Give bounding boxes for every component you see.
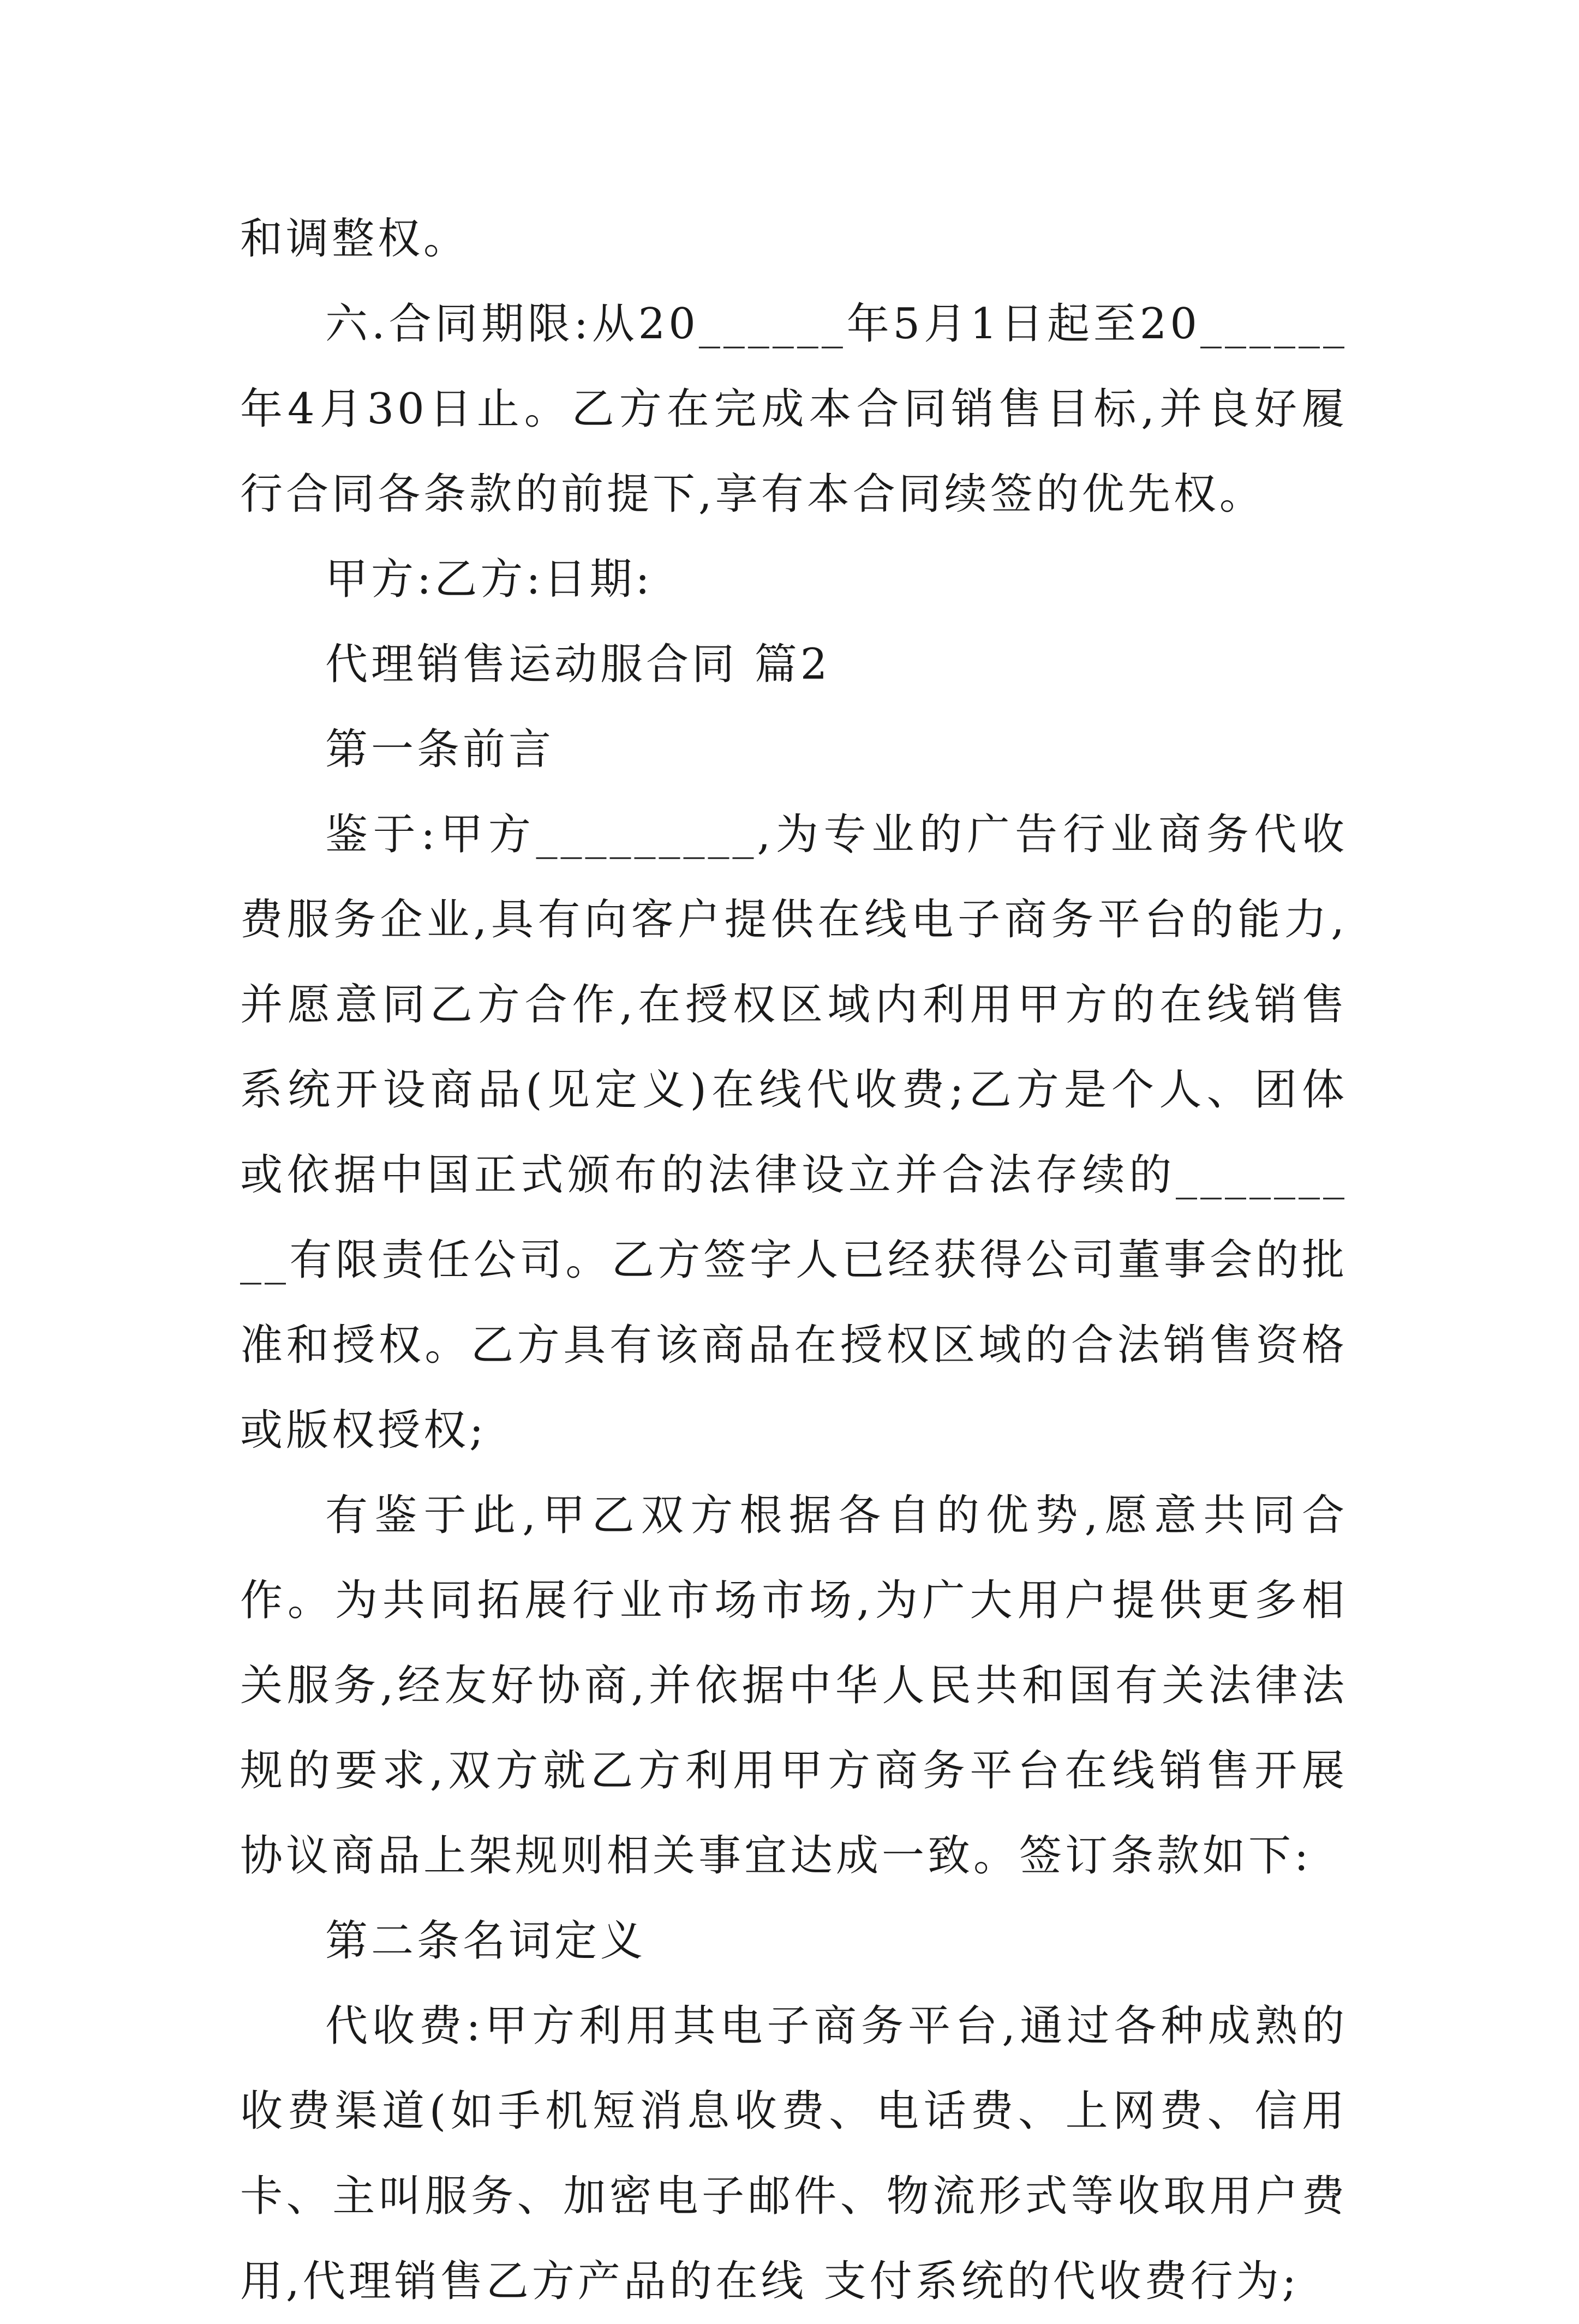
paragraph-whereas: 鉴于:甲方_________,为专业的广告行业商务代收费服务企业,具有向客户提供在线电子商务平台的能力,并愿意同乙方合作,在授权区域内利用甲方的在线销售系统开设商品(见定义)在线代收费;乙方是个人、团体或依据中国正式颁布的法律设立并合法存续的_________有限责任公司。乙方签字人已经获得公司董事会的批准和授权。乙方具有该商品在授权区域的合法销售资格或版权授权;: [240, 810, 1348, 1455]
article-heading-2: 第二条名词定义: [325, 1916, 647, 1966]
paragraph-cooperation: 有鉴于此,甲乙双方根据各自的优势,愿意共同合作。为共同拓展行业市场市场,为广大用户提供更多相关服务,经友好协商,并依据中华人民共和国有关法律法规的要求,双方就乙方利用甲方商务平台在线销售开展协议商品上架规则相关事宜达成一致。签订条款如下:: [240, 1491, 1348, 1880]
article-heading-1: 第一条前言: [325, 725, 555, 774]
paragraph-signatures: 甲方:乙方:日期:: [325, 555, 653, 604]
paragraph-continuation: 和调整权。: [240, 214, 470, 263]
paragraph-contract-term: 六.合同期限:从20______年5月1日起至20______年4月30日止。乙方在完成本合同销售目标,并良好履行合同各条款的前提下,享有本合同续签的优先权。: [240, 300, 1348, 519]
document-body: [240, 196, 1348, 2324]
section-title: 代理销售运动服合同 篇2: [325, 640, 831, 689]
paragraph-definition: 代收费:甲方利用其电子商务平台,通过各种成熟的收费渠道(如手机短消息收费、电话费、上网费、信用卡、主叫服务、加密电子邮件、物流形式等收取用户费用,代理销售乙方产品的在线 支付系统的代收费行为;: [240, 2002, 1348, 2306]
